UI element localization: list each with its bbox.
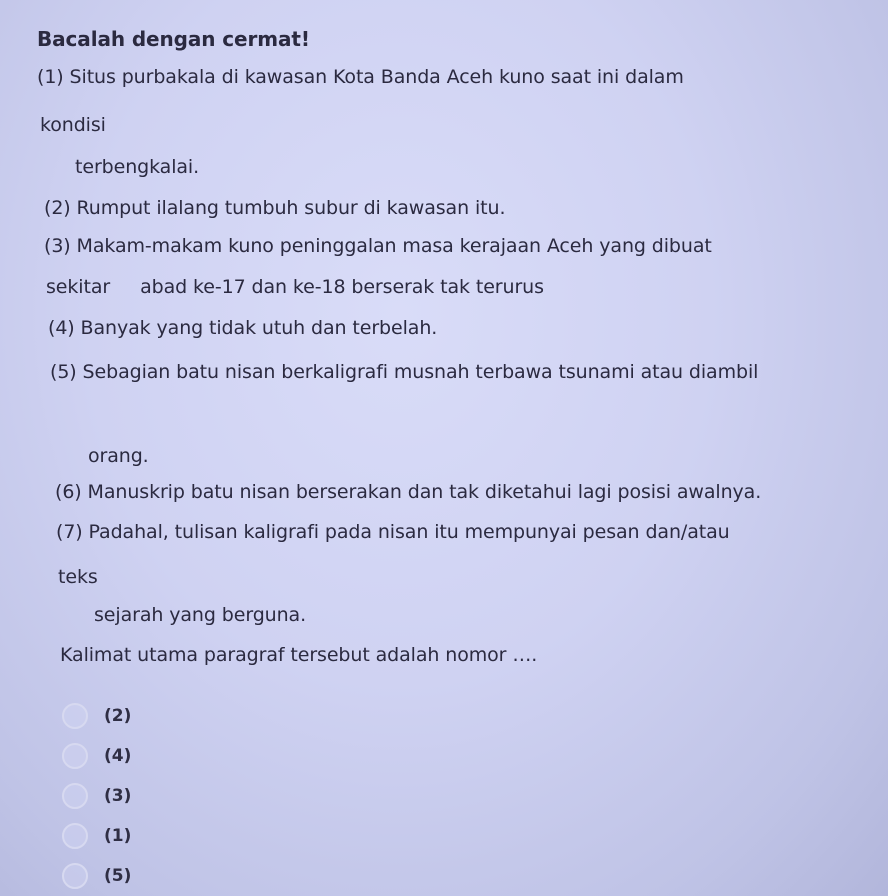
sentence-1-cont: kondisi [40,114,106,136]
radio-icon[interactable] [62,863,88,889]
sentence-1: (1) Situs purbakala di kawasan Kota Banda Aceh kuno saat ini dalam [37,66,684,88]
radio-icon[interactable] [62,743,88,769]
option-label: (3) [104,786,132,806]
sentence-7: (7) Padahal, tulisan kaligrafi pada nisan itu mempunyai pesan dan/atau [56,521,730,543]
option-label: (2) [104,706,132,726]
option-a[interactable] [62,696,131,736]
option-label: (5) [104,866,132,886]
radio-icon[interactable] [62,703,88,729]
sentence-6: (6) Manuskrip batu nisan berserakan dan tak diketahui lagi posisi awalnya. [55,481,762,503]
option-label: (1) [104,826,132,846]
sentence-3-cont [46,275,544,299]
sentence-4: (4) Banyak yang tidak utuh dan terbelah. [48,317,438,339]
option-c[interactable] [62,776,131,816]
instruction-title: Bacalah dengan cermat! [37,27,310,51]
option-label: (4) [104,746,132,766]
radio-icon[interactable] [62,823,88,849]
option-e[interactable] [62,856,131,896]
sentence-7-cont: teks [58,566,98,588]
option-b[interactable] [62,736,131,776]
sentence-3-cont-start: sekitar [46,276,111,298]
sentence-1-cont: terbengkalai. [75,156,200,178]
option-d[interactable] [62,816,131,856]
radio-icon[interactable] [62,783,88,809]
sentence-2: (2) Rumput ilalang tumbuh subur di kawasan itu. [44,197,506,219]
sentence-7-cont: sejarah yang berguna. [94,604,307,626]
sentence-3-cont-end: abad ke-17 dan ke-18 berserak tak terurus [140,276,544,298]
answer-options [62,696,131,896]
sentence-3: (3) Makam-makam kuno peninggalan masa kerajaan Aceh yang dibuat [44,235,712,257]
question-prompt: Kalimat utama paragraf tersebut adalah nomor …. [60,644,538,666]
sentence-5-cont: orang. [88,445,149,467]
sentence-5: (5) Sebagian batu nisan berkaligrafi musnah terbawa tsunami atau diambil [50,361,759,383]
